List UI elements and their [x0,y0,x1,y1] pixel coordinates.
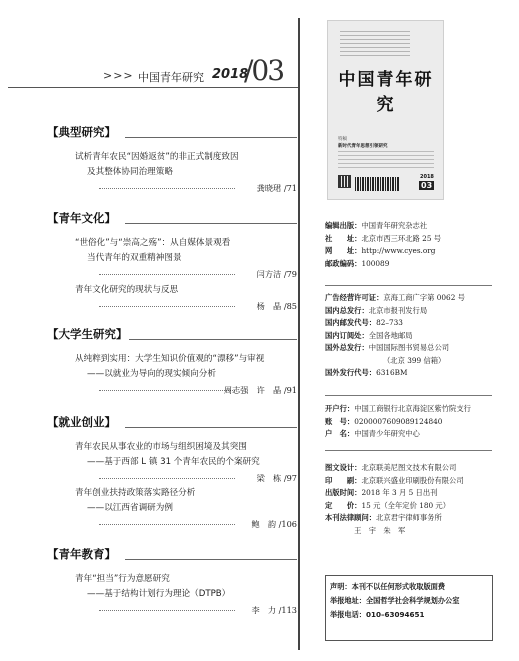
field-value: 北京联兴盛业印刷股份有限公司 [361,475,464,485]
article-title: 青年创业扶持政策落实路径分析 [75,488,196,498]
field-label: 印 刷： [325,475,362,485]
field-label: 国外总发行： [325,343,369,352]
section-title: 【大学生研究】 [47,327,128,341]
field-value: 北京市报刊发行局 [368,305,428,315]
field-label: 户 名： [325,429,355,438]
field-value: http://www.cyes.org [361,246,436,255]
article-title: 试析青年农民“因婚返贫”的非正式制度致因 [75,152,239,162]
toc-article[interactable] [47,283,297,313]
field-label: 社 址： [325,233,362,243]
cover-headline: 新时代青年思想引领研究 [338,144,388,149]
notice-label: 声明： [330,582,352,591]
cover-top-lines [340,31,410,59]
dot-leader [99,610,235,611]
notice-box [325,575,493,641]
toc-article[interactable] [47,486,297,531]
field-value: 15 元（全年定价 180 元） [361,500,451,510]
field-value: 6316BM [376,368,408,377]
article-subtitle: 及其整体协同治理策略 [87,167,173,177]
notice-label: 举报地址： [330,596,366,605]
notice-value: 010–63094651 [365,610,425,619]
article-title: 青年文化研究的现状与反思 [75,285,179,295]
field-value: 82–733 [376,318,403,327]
masthead-publisher [325,220,495,270]
toc-section-typical-research [47,124,297,195]
field-value: 中国青年研究杂志社 [361,221,428,230]
dot-leader [99,478,235,479]
section-rule [129,339,297,340]
article-author-page: 李 力 /113 [251,605,297,615]
article-subtitle: 当代青年的双重精神图景 [87,253,182,263]
toc-article[interactable] [47,150,297,195]
article-subtitle: ——基于结构计划行为理论（DTPB） [87,589,231,599]
header-rule [8,87,298,88]
article-author-page: 龚晓珺 /71 [256,183,297,193]
section-title: 【就业创业】 [47,415,116,429]
masthead-bank [325,403,495,441]
field-label: 出版时间： [325,488,362,497]
field-label: 编辑出版： [325,221,362,230]
header-issue-mark: /03 [244,54,284,87]
dot-leader [99,524,235,525]
field-value: 北京联美尼图文技术有限公司 [361,463,457,472]
article-author-page: 周志强 许 晶 /91 [223,385,297,395]
header-journal-title: 中国青年研究 [138,71,204,84]
field-label: 国内订阅处： [325,330,369,340]
barcode-icon [355,177,399,191]
section-title: 【青年文化】 [47,211,116,225]
masthead-distribution [325,292,495,380]
notice-value: 本刊不以任何形式收取版面费 [351,582,446,591]
section-rule [125,427,297,428]
article-title: 青年“担当”行为意愿研究 [75,574,170,584]
field-label: 广告经营许可证： [325,293,384,302]
field-value: 北京君宇律师事务所 [376,513,442,522]
header-arrows: >>> [103,69,134,82]
toc-section-youth-education [47,546,297,617]
field-value: （北京 399 信箱） [383,355,446,365]
article-title: 青年农民从事农业的市场与组织困境及其突围 [75,442,247,452]
header-year: 2018 [212,67,249,82]
masthead-rule [325,285,492,286]
field-value: 0200007609089124840 [354,416,443,426]
section-title: 【典型研究】 [47,125,116,139]
cover-text-lines [338,151,434,171]
dot-leader [99,390,235,391]
field-label: 国内总发行： [325,305,369,315]
qr-code-icon [338,175,351,188]
article-author-page: 杨 晶 /85 [256,301,297,311]
cover-logo: 中国青年研究 [338,70,434,115]
toc-section-employment [47,414,297,531]
article-title: “世俗化”与“崇高之殇”：从自媒体景观看 [75,238,231,248]
notice-value: 全国哲学社会科学规划办公室 [365,596,460,605]
field-value: 王 宇 朱 军 [325,525,406,535]
field-label: 邮政编码： [325,258,362,268]
toc-section-college-students [47,326,297,397]
notice-label: 举报电话： [330,610,366,619]
masthead-rule [325,450,492,451]
field-value: 京海工商广字第 0062 号 [383,293,465,302]
dot-leader [99,188,235,189]
article-title: 从纯粹到实用：大学生知识价值观的“漂移”与审视 [75,354,265,364]
running-header [0,54,298,90]
cover-thumbnail [327,20,444,200]
section-title: 【青年教育】 [47,547,116,561]
field-label: 开户行： [325,404,355,413]
field-label: 账 号： [325,416,355,426]
masthead-rule [325,395,492,396]
toc-article[interactable] [47,440,297,485]
field-value: 中国青少年研究中心 [354,429,420,438]
field-value: 中国工商银行北京海淀区紫竹院支行 [354,404,471,413]
masthead-production [325,462,495,537]
toc-article[interactable] [47,572,297,617]
field-value: 北京市西三环北路 25 号 [361,233,442,243]
article-author-page: 闫方洁 /79 [256,269,297,279]
dot-leader [99,306,235,307]
toc-article[interactable] [47,236,297,281]
field-label: 图文设计： [325,463,362,472]
cover-year: 2018 [420,174,434,180]
dot-leader [99,274,235,275]
field-label: 定 价： [325,500,362,510]
column-divider [298,18,300,650]
field-label: 国外发行代号： [325,368,377,377]
cover-issue: 03 [421,181,433,190]
section-rule [125,559,297,560]
article-subtitle: ——以江西省调研为例 [87,503,173,513]
article-subtitle: ——基于西部 L 镇 31 个青年农民的个案研究 [87,457,260,467]
field-value: 中国国际图书贸易总公司 [368,343,450,352]
article-subtitle: ——以就业为导向的现实倾向分析 [87,369,216,379]
cover-theme: 特稿 [338,137,347,142]
section-rule [125,223,297,224]
field-label: 国内邮发代号： [325,318,377,327]
field-value: 全国各地邮局 [368,330,413,340]
article-author-page: 鲍 韵 /106 [251,519,297,529]
toc-article[interactable] [47,352,297,397]
field-value: 2018 年 3 月 5 日出刊 [361,488,438,497]
field-label: 本刊法律顾问： [325,513,377,522]
toc-section-youth-culture [47,210,297,313]
article-author-page: 梁 栋 /97 [256,473,297,483]
field-value: 100089 [361,258,390,268]
field-label: 网 址： [325,246,362,255]
section-rule [125,137,297,138]
